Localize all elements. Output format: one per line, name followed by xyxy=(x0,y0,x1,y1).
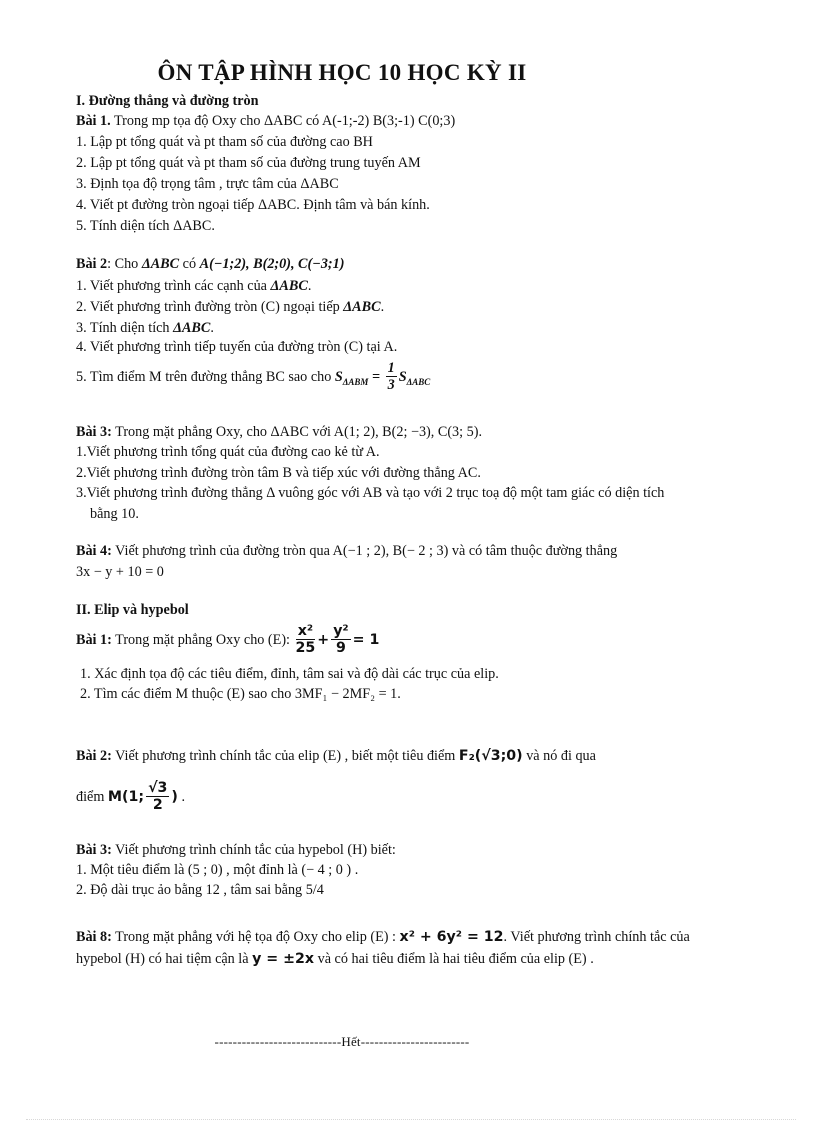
list-item: bằng 10. xyxy=(90,506,139,522)
exercise-label: Bài 8: xyxy=(76,929,112,945)
exercise-label: Bài 4: xyxy=(76,543,112,559)
exercise-text: Trong mặt phẳng Oxy, cho ΔABC với A(1; 2), B(2; −3), C(3; 5). xyxy=(111,424,482,440)
bai1-e-intro xyxy=(76,620,379,660)
section-2-heading: II. Elip và hypebol xyxy=(76,602,189,618)
list-item-text: 1. Viết phương trình các cạnh của xyxy=(76,278,271,294)
exercise-label: Bài 2: xyxy=(76,748,112,764)
exercise-text: : Cho xyxy=(107,256,142,272)
list-item: 4. Viết phương trình tiếp tuyến của đường tròn (C) tại A. xyxy=(76,339,398,355)
exercise-text: và có hai tiêu điểm là hai tiêu điểm của elip (E) . xyxy=(314,951,594,967)
list-item-text: 3. Tính diện tích xyxy=(76,320,174,336)
point-line xyxy=(76,776,185,818)
exercise-text: Trong mặt phẳng Oxy cho (E): xyxy=(111,632,294,648)
page-title: ÔN TẬP HÌNH HỌC 10 HỌC KỲ II xyxy=(157,60,527,85)
bai2-intro xyxy=(76,256,344,273)
end-marker: ----------------------------Hết------------------------ xyxy=(214,1034,470,1049)
exercise-text: điểm xyxy=(76,789,108,805)
bai8-intro xyxy=(76,929,690,946)
exercise-text: có xyxy=(179,256,200,272)
triangle-symbol: ΔABC xyxy=(270,278,308,294)
exercise-label: Bài 2 xyxy=(76,256,108,272)
exercise-label: Bài 3: xyxy=(76,424,112,440)
list-item: 2. Độ dài trục ảo bằng 12 , tâm sai bằng 5/4 xyxy=(76,882,324,898)
punctuation: . xyxy=(177,789,185,805)
exercise-text: Viết phương trình chính tắc của hypebol (H) biết: xyxy=(111,842,396,858)
bai4-intro xyxy=(76,543,617,560)
ellipse-equation: x² + 6y² = 12 xyxy=(399,929,504,945)
exercise-text: hypebol (H) có hai tiệm cận là xyxy=(76,951,253,967)
exercise-text: . Viết phương trình chính tắc của xyxy=(503,929,690,945)
list-item-text: 5. Tìm điểm M trên đường thẳng BC sao cho xyxy=(76,369,335,385)
list-item: 1. Xác định tọa độ các tiêu điểm, đỉnh, tâm sai và độ dài các trục của elip. xyxy=(80,666,499,682)
list-item xyxy=(76,360,430,399)
list-item: 2. Tìm các điểm M thuộc (E) sao cho 3MF₁ − 2MF₂ = 1. xyxy=(80,686,401,702)
ellipse-equation: $\frac{\text{x²}}{25}$ + $\frac{\text{y²}}{9}$ = 1 xyxy=(295,622,380,656)
list-item: 5. Tính diện tích ΔABC. xyxy=(76,218,215,234)
list-item: 1. Một tiêu điểm là (5 ; 0) , một đỉnh là (− 4 ; 0 ) . xyxy=(76,862,359,878)
bai3-intro xyxy=(76,424,482,441)
triangle-symbol: ΔABC xyxy=(173,320,211,336)
punctuation: . xyxy=(307,278,312,294)
asymptote-formula: y = ±2x xyxy=(252,951,315,967)
exercise-label: Bài 1. xyxy=(76,113,111,129)
exercise-text: Trong mp tọa độ Oxy cho ΔABC có A(-1;-2) B(3;-1) C(0;3) xyxy=(110,113,456,129)
bai8-line2 xyxy=(76,951,594,968)
triangle-symbol: ΔABC xyxy=(343,299,381,315)
area-formula: $S_{\Delta ABM}$ = $\frac{1}{3}$ $S_{\Delta ABC}$ xyxy=(334,360,431,394)
fraction: $\frac{1}{3}$ xyxy=(387,360,395,394)
list-item: 3. Định tọa độ trọng tâm , trực tâm của ΔABC xyxy=(76,176,339,192)
punctuation: . xyxy=(210,320,214,336)
exercise-text: Viết phương trình chính tắc của elip (E) , biết một tiêu điểm xyxy=(111,748,459,764)
page-bottom-border xyxy=(26,1119,796,1121)
list-item: 1.Viết phương trình tổng quát của đường cao kẻ từ A. xyxy=(76,444,380,460)
exercise-label: Bài 3: xyxy=(76,842,112,858)
exercise-text: và nó đi qua xyxy=(522,748,596,764)
list-item xyxy=(76,320,214,337)
point-formula: M(1; $\frac{√3}{2}$ ) xyxy=(107,779,178,813)
list-item: 2. Lập pt tổng quát và pt tham số của đường trung tuyến AM xyxy=(76,155,421,171)
focus-formula: F₂(√3;0) xyxy=(458,748,523,764)
list-item: 3.Viết phương trình đường thẳng Δ vuông góc với AB và tạo với 2 trục toạ độ một tam giác có diện tích xyxy=(76,485,665,501)
exercise-text: Viết phương trình của đường tròn qua A(−1 ; 2), B(− 2 ; 3) và có tâm thuộc đường thẳng xyxy=(111,543,618,559)
triangle-symbol: ΔABC xyxy=(141,256,180,272)
list-item: 1. Lập pt tổng quát và pt tham số của đường cao BH xyxy=(76,134,373,150)
list-item: 4. Viết pt đường tròn ngoại tiếp ΔABC. Định tâm và bán kính. xyxy=(76,197,430,213)
section-1-heading: I. Đường thẳng và đường tròn xyxy=(76,93,259,109)
list-item: 2.Viết phương trình đường tròn tâm B và tiếp xúc với đường thẳng AC. xyxy=(76,465,481,481)
bai1-intro xyxy=(76,113,455,130)
bai3-h-intro xyxy=(76,842,396,859)
exercise-text: Trong mặt phẳng với hệ tọa độ Oxy cho elip (E) : xyxy=(111,929,400,945)
equation-line: 3x − y + 10 = 0 xyxy=(76,564,164,580)
list-item xyxy=(76,278,311,295)
list-item xyxy=(76,299,384,316)
points-formula: A(−1;2), B(2;0), C(−3;1) xyxy=(199,256,345,272)
bai2-e-intro xyxy=(76,748,596,765)
punctuation: . xyxy=(380,299,385,315)
exercise-label: Bài 1: xyxy=(76,632,112,648)
list-item-text: 2. Viết phương trình đường tròn (C) ngoại tiếp xyxy=(76,299,344,315)
